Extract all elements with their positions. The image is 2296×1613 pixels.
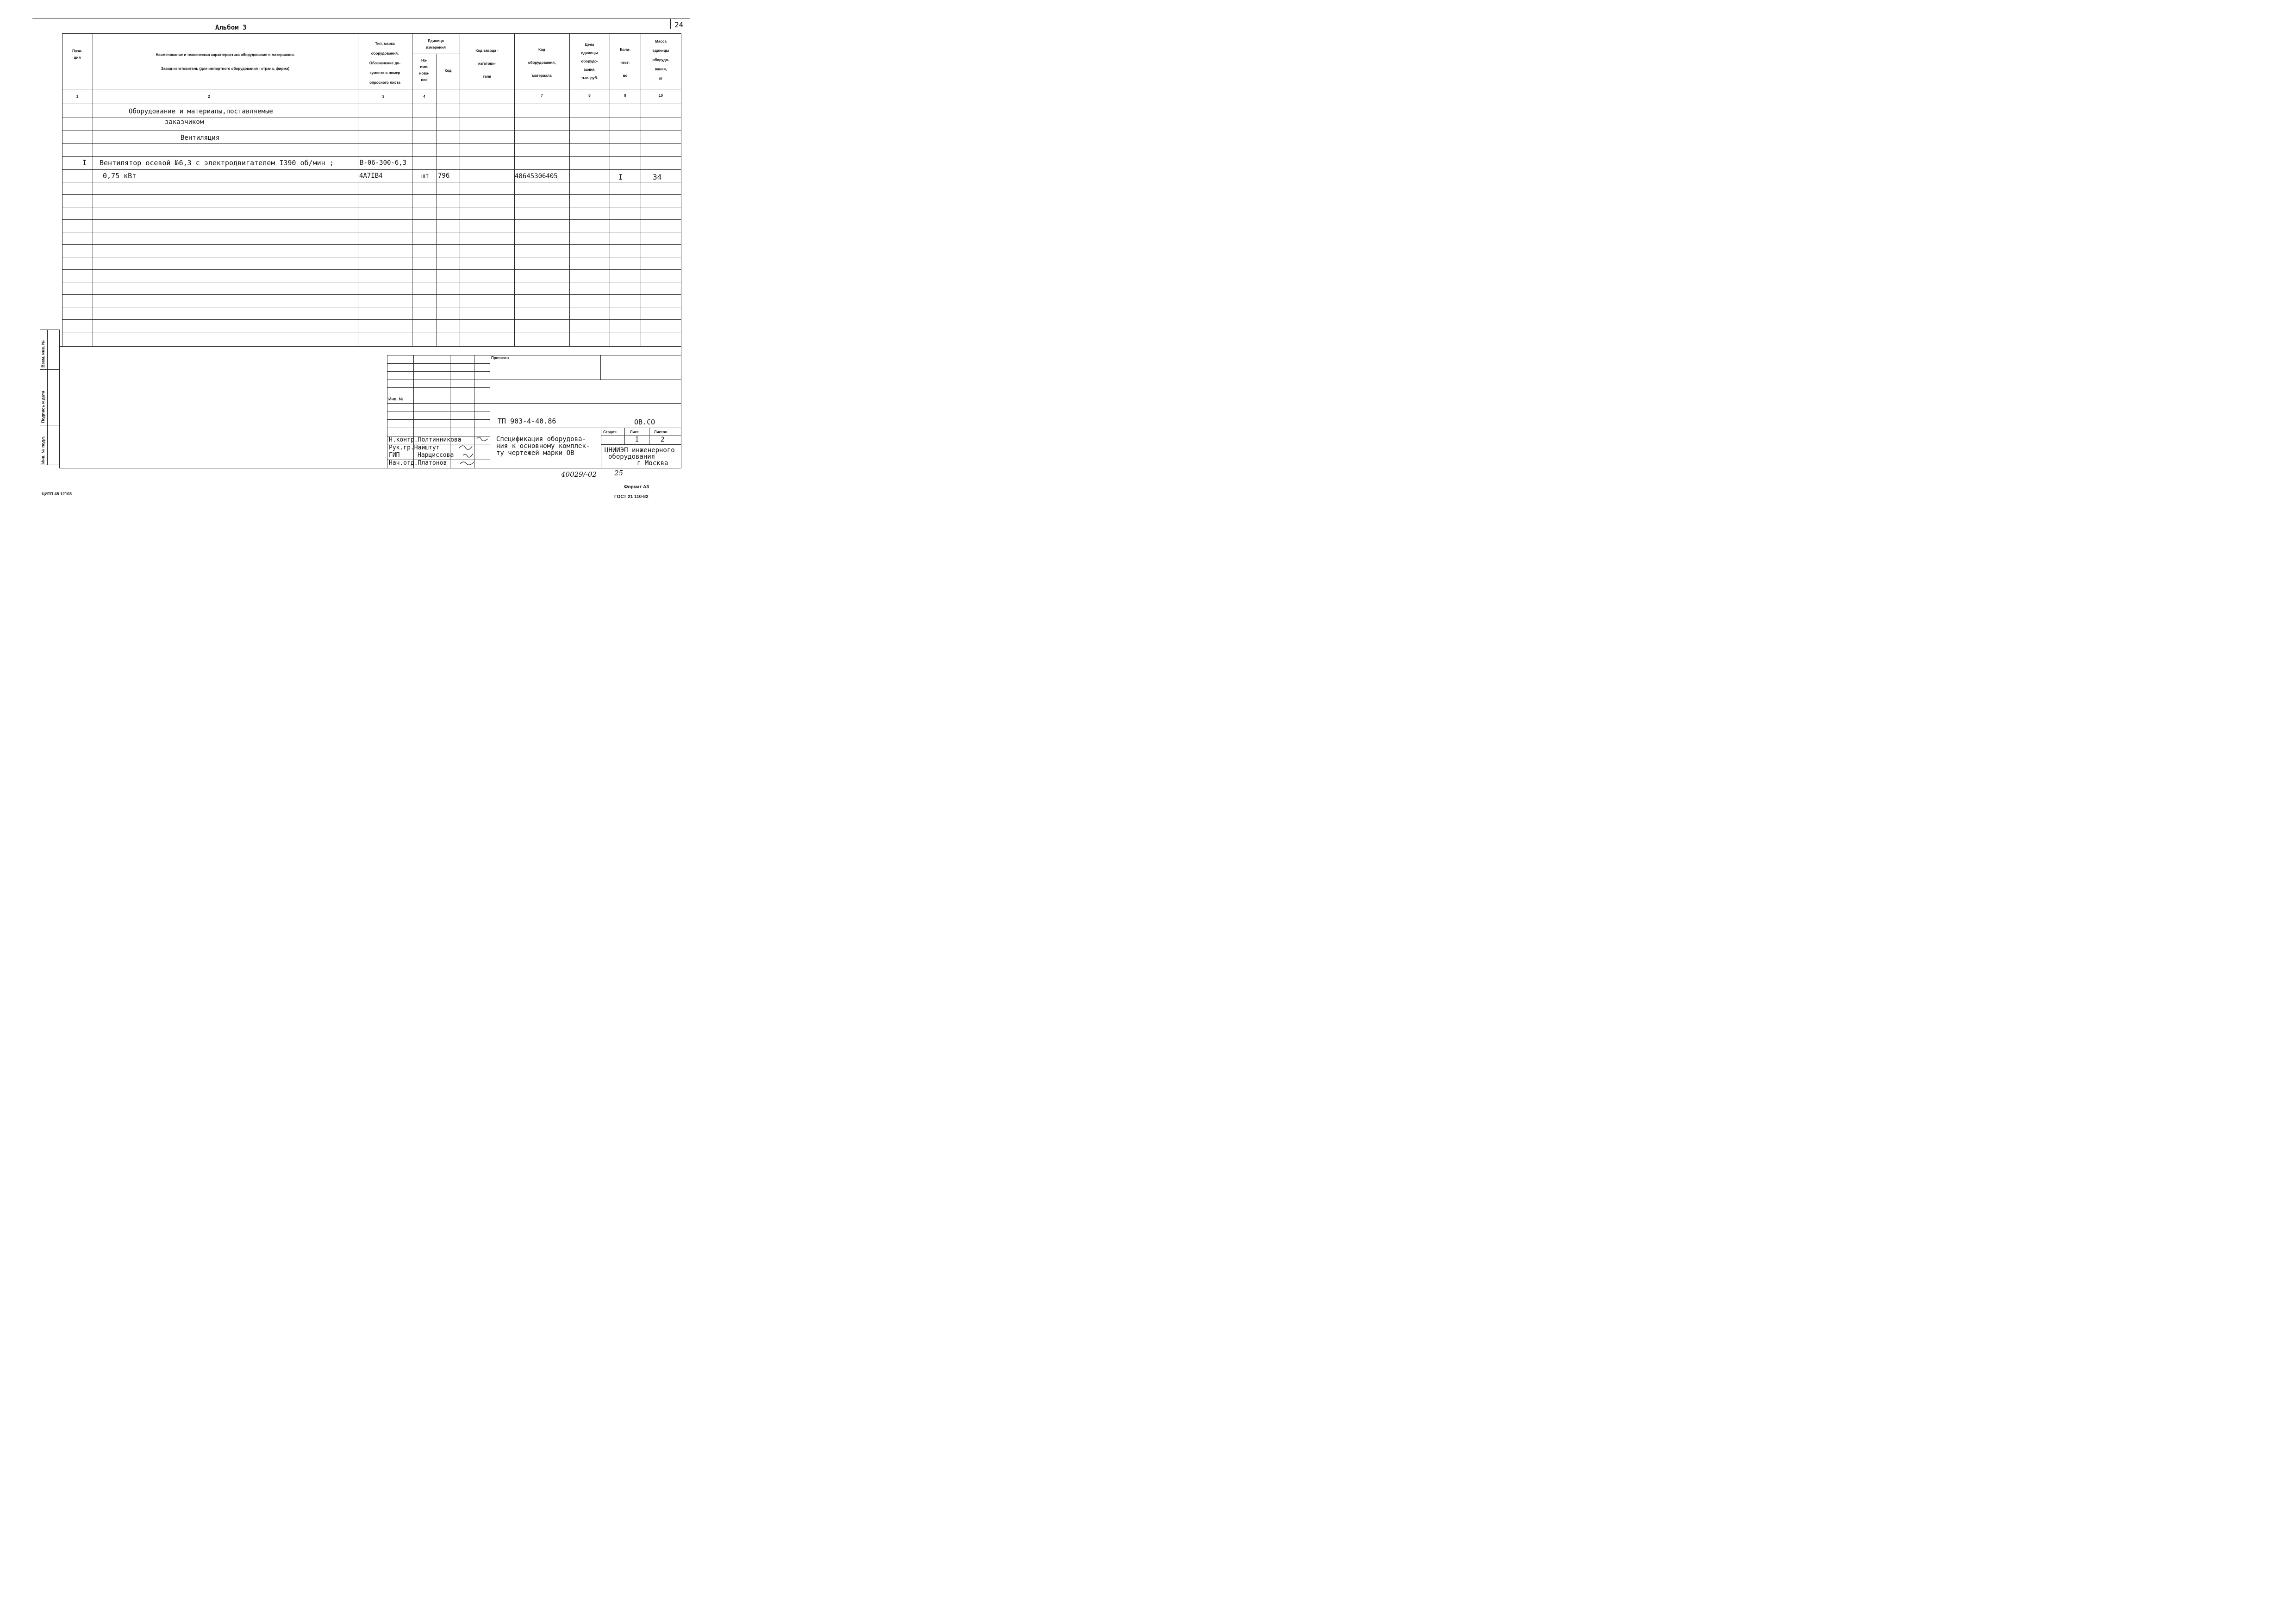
header-unit-name: На- име- нова- ние	[419, 58, 430, 82]
item-name-cont: 0,75 кВт	[103, 172, 137, 180]
header-material-code: Код оборудования, материала	[528, 48, 556, 78]
sheets-count: 2	[661, 436, 665, 443]
handwritten-code: 40029/-02	[561, 470, 597, 479]
colnum-8: 8	[588, 93, 591, 98]
section-title: Оборудование и материалы,поставляемые	[129, 108, 273, 115]
role-2-title: Рук.гр.	[389, 444, 414, 451]
role-1-person: Полтинникова	[418, 436, 462, 443]
stage-label: Стадия	[603, 430, 617, 434]
privyazan-label: Привязан	[491, 356, 509, 360]
stamp-signature-date: Подпись и дата	[41, 391, 45, 423]
role-3-title: ГИП	[389, 452, 400, 459]
header-name: Наименование и техническая характеристика оборудования и материалов. Завод-изготовитель (для импортного оборудования - страна, фирма)	[156, 53, 295, 71]
header-price: Цена единицы оборудо- вания, тыс. руб.	[581, 43, 598, 80]
item-quantity: I	[618, 173, 623, 181]
role-2-person: Найштут	[414, 444, 440, 451]
page-number-divider	[670, 19, 671, 29]
colnum-10: 10	[659, 93, 663, 98]
gost-label: ГОСТ 21 110-82	[614, 494, 649, 499]
role-1	[389, 437, 462, 443]
header-unit-code: Код	[444, 69, 452, 73]
header-quantity: Коли- чест- во	[620, 48, 630, 78]
header-mass: Масса единицы оборудо- вания, кг	[652, 39, 669, 81]
role-4-person: Платонов	[418, 460, 447, 467]
sheet-number: I	[635, 436, 639, 443]
item-unit-code: 796	[438, 172, 450, 180]
item-unit-name: шт	[421, 173, 429, 180]
colnum-3: 3	[382, 94, 385, 99]
colnum-1: 1	[76, 94, 79, 99]
sheet-label: Лист	[630, 430, 639, 434]
colnum-9: 9	[624, 93, 626, 98]
role-4	[389, 460, 447, 466]
colnum-7: 7	[541, 93, 543, 98]
role-1-title: Н.контр.	[389, 436, 418, 443]
footer-left: ЦИТП 45 12103	[42, 492, 72, 496]
page-number: 24	[674, 20, 684, 29]
inv-no-label: Инв. №	[388, 397, 404, 401]
role-3-person: Нарциссова	[418, 452, 454, 459]
item-type-cont: 4А7IВ4	[359, 172, 383, 180]
item-mass: 34	[653, 173, 662, 181]
doc-title: Спецификация оборудова- ния к основному комплек- ту чертежей марки ОВ	[496, 436, 590, 457]
stamp-vzam-inv: Взам. инв. №	[41, 340, 45, 367]
colnum-2: 2	[208, 94, 210, 99]
album-title: Альбом 3	[215, 24, 247, 31]
item-position: I	[82, 158, 87, 167]
doc-mark: ОВ.СО	[634, 418, 655, 426]
item-type: В-06-300-6,3	[360, 159, 407, 167]
header-type: Тип, марка оборудования. Обозначение до- кумента и номер опросного листа	[369, 42, 401, 85]
subsection-title: Вентиляция	[181, 134, 220, 142]
org-name: ЦНИИЭП инженерного оборудования г Москва	[605, 447, 675, 467]
section-title-cont: заказчиком	[165, 118, 204, 126]
item-name: Вентилятор осевой №6,3 с электродвигателем I390 об/мин ;	[100, 159, 334, 167]
handwritten-page: 25	[614, 469, 624, 477]
role-3	[389, 452, 454, 458]
header-position: Пози- ция	[72, 49, 83, 60]
doc-code: ТП 903-4-40.86	[498, 417, 556, 425]
header-factory-code: Код завода - изготови- теля	[475, 49, 499, 79]
format-label: Формат А3	[624, 485, 649, 490]
sheets-label: Листов	[654, 430, 668, 434]
colnum-4: 4	[423, 94, 425, 99]
role-2	[389, 445, 440, 451]
header-unit-group: Единица измерения	[426, 39, 446, 50]
role-4-title: Нач.отд.	[389, 460, 418, 467]
signatures	[458, 434, 491, 467]
item-material-code: 48645306405	[515, 173, 558, 180]
stamp-inv-no-podl: Инв. № подл.	[41, 436, 45, 464]
